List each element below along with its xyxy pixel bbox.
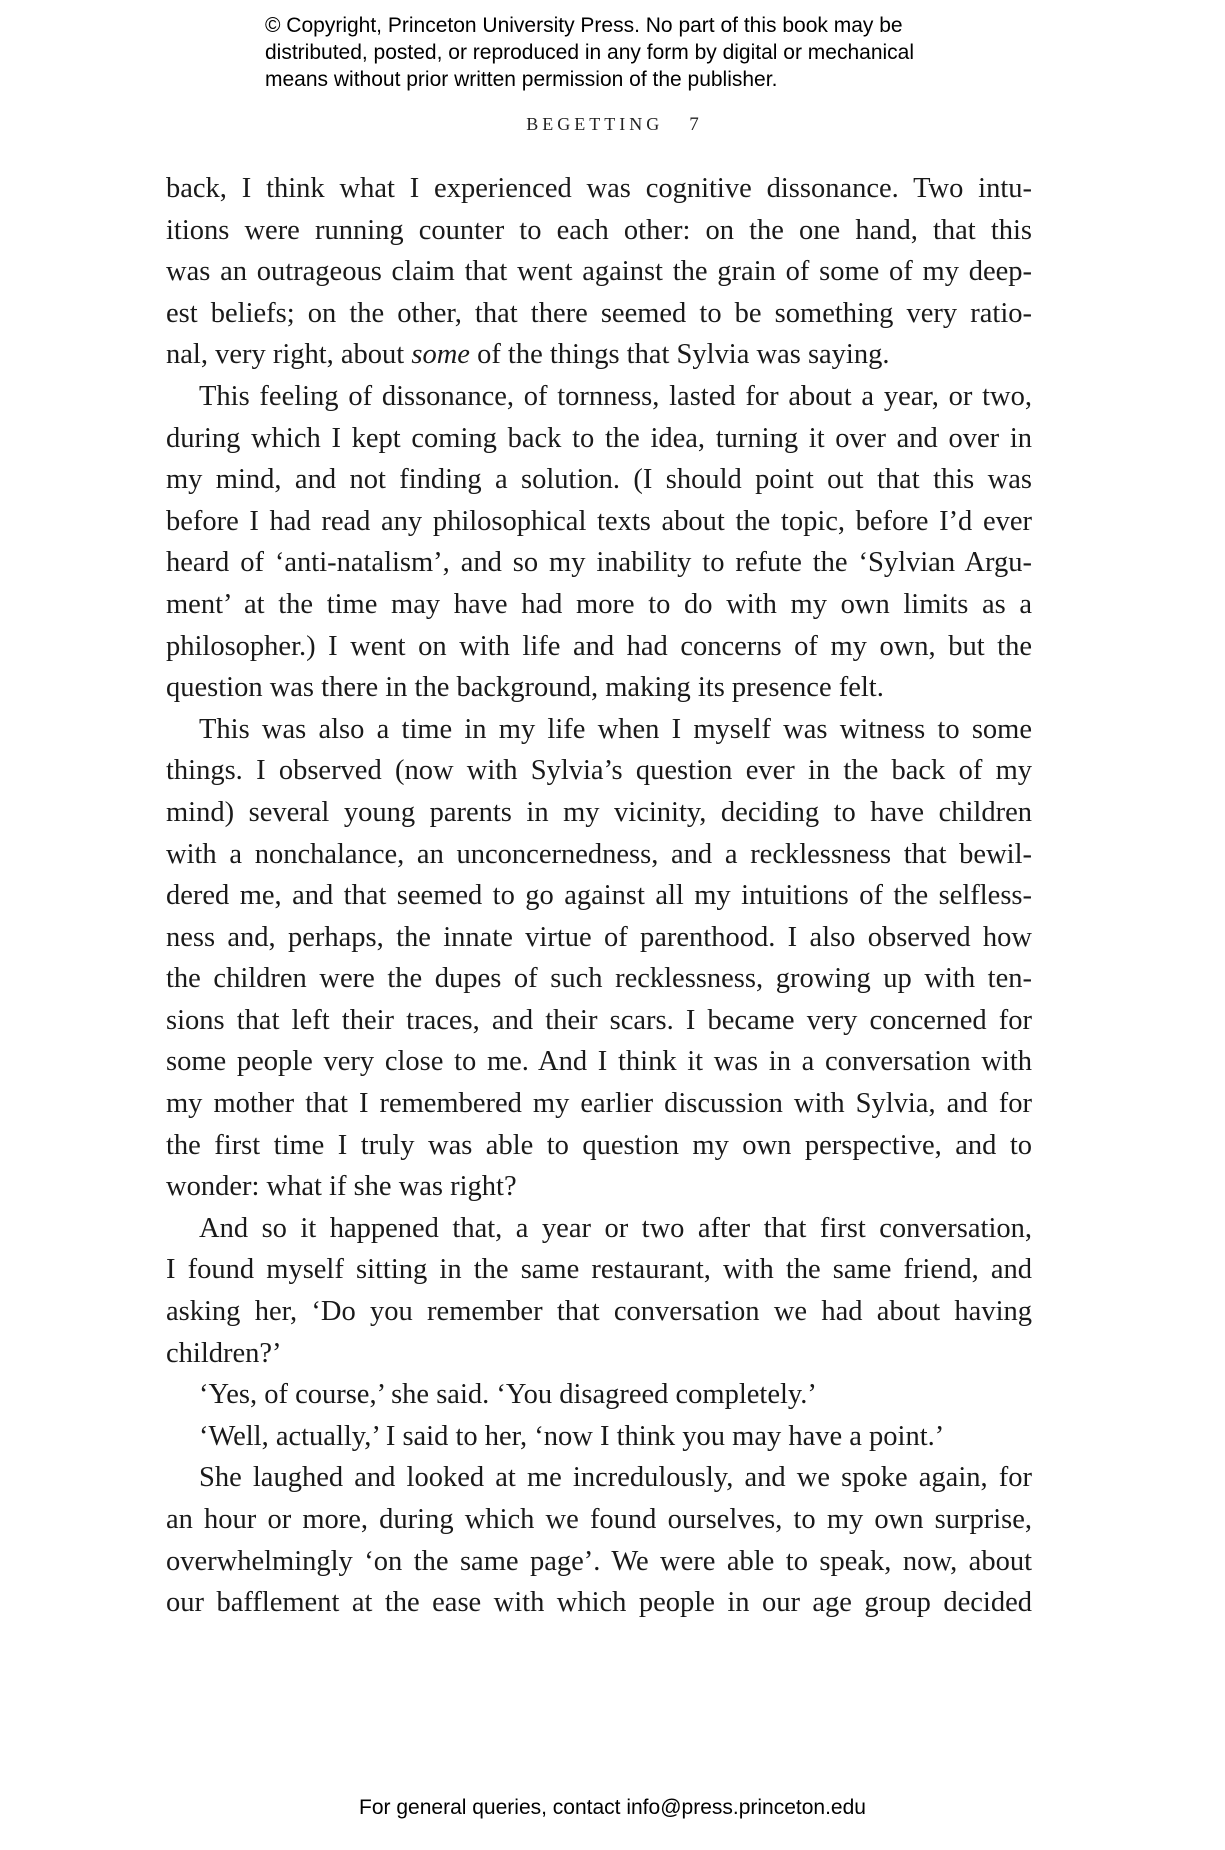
text-line: overwhelmingly ‘on the same page’. We were able to speak, now, about [166,1545,1032,1577]
text-line: before I had read any philosophical texts about the topic, before I’d ever [166,505,1032,537]
page-number: 7 [689,114,699,135]
text-line: our bafflement at the ease with which people in our age group decided [166,1587,1032,1619]
text-line: back, I think what I experienced was cognitive dissonance. Two intu- [166,173,1032,204]
text-line: itions were running counter to each other: on the one hand, that this [166,214,1032,246]
chapter-title: BEGETTING [526,114,664,134]
copyright-line: © Copyright, Princeton University Press. No part of this book may be [265,14,903,37]
text-line: I found myself sitting in the same restaurant, with the same friend, and [166,1254,1032,1286]
text-line: an hour or more, during which we found ourselves, to my own surprise, [166,1504,1032,1535]
text-line: mind) several young parents in my vicinity, deciding to have children [166,796,1032,828]
text-line: ness and, perhaps, the innate virtue of parenthood. I also observed how [166,921,1032,953]
text-line: nal, very right, about some of the things that Sylvia was saying. [166,339,890,371]
text-line: dered me, and that seemed to go against all my intuitions of the selfless- [166,880,1032,912]
text-line: the children were the dupes of such recklessness, growing up with ten- [166,963,1032,995]
text-line: with a nonchalance, an unconcernedness, and a recklessness that bewil- [166,838,1032,870]
page-body [166,168,1032,1624]
copyright-line: distributed, posted, or reproduced in any form by digital or mechanical [265,41,915,64]
copyright-notice [265,12,1025,93]
text-line: ‘Yes, of course,’ she said. ‘You disagreed completely.’ [199,1379,817,1411]
text-line: heard of ‘anti-natalism’, and so my inability to refute the ‘Sylvian Argu- [166,547,1032,579]
text-line: was an outrageous claim that went against the grain of some of my deep- [166,256,1032,288]
text-line: the first time I truly was able to question my own perspective, and to [166,1129,1032,1161]
text-line: things. I observed (now with Sylvia’s question ever in the back of my [166,755,1032,787]
text-line: ment’ at the time may have had more to do with my own limits as a [166,588,1032,620]
text-line: This feeling of dissonance, of tornness, lasted for about a year, or two, [199,380,1032,412]
text-line: ‘Well, actually,’ I said to her, ‘now I think you may have a point.’ [199,1420,945,1452]
text-line: She laughed and looked at me incredulously, and we spoke again, for [199,1462,1032,1494]
text-line: And so it happened that, a year or two after that first conversation, [199,1212,1032,1244]
text-line: philosopher.) I went on with life and had concerns of my own, but the [166,630,1032,662]
text-line: some people very close to me. And I think it was in a conversation with [166,1046,1032,1078]
text-line: question was there in the background, making its presence felt. [166,672,884,704]
text-line: This was also a time in my life when I myself was witness to some [199,713,1032,745]
text-line: est beliefs; on the other, that there seemed to be something very ratio- [166,297,1032,329]
footer-contact: For general queries, contact info@press.princeton.edu [359,1796,866,1819]
text-line: asking her, ‘Do you remember that conversation we had about having [166,1296,1032,1328]
text-line: during which I kept coming back to the idea, turning it over and over in [166,422,1032,454]
copyright-line: means without prior written permission of the publisher. [265,68,778,91]
text-line: wonder: what if she was right? [166,1171,517,1203]
text-line: children?’ [166,1337,282,1369]
text-line: my mother that I remembered my earlier discussion with Sylvia, and for [166,1088,1032,1120]
text-line: sions that left their traces, and their scars. I became very concerned for [166,1004,1032,1036]
text-line: my mind, and not finding a solution. (I should point out that this was [166,464,1032,496]
running-head [0,114,1225,136]
